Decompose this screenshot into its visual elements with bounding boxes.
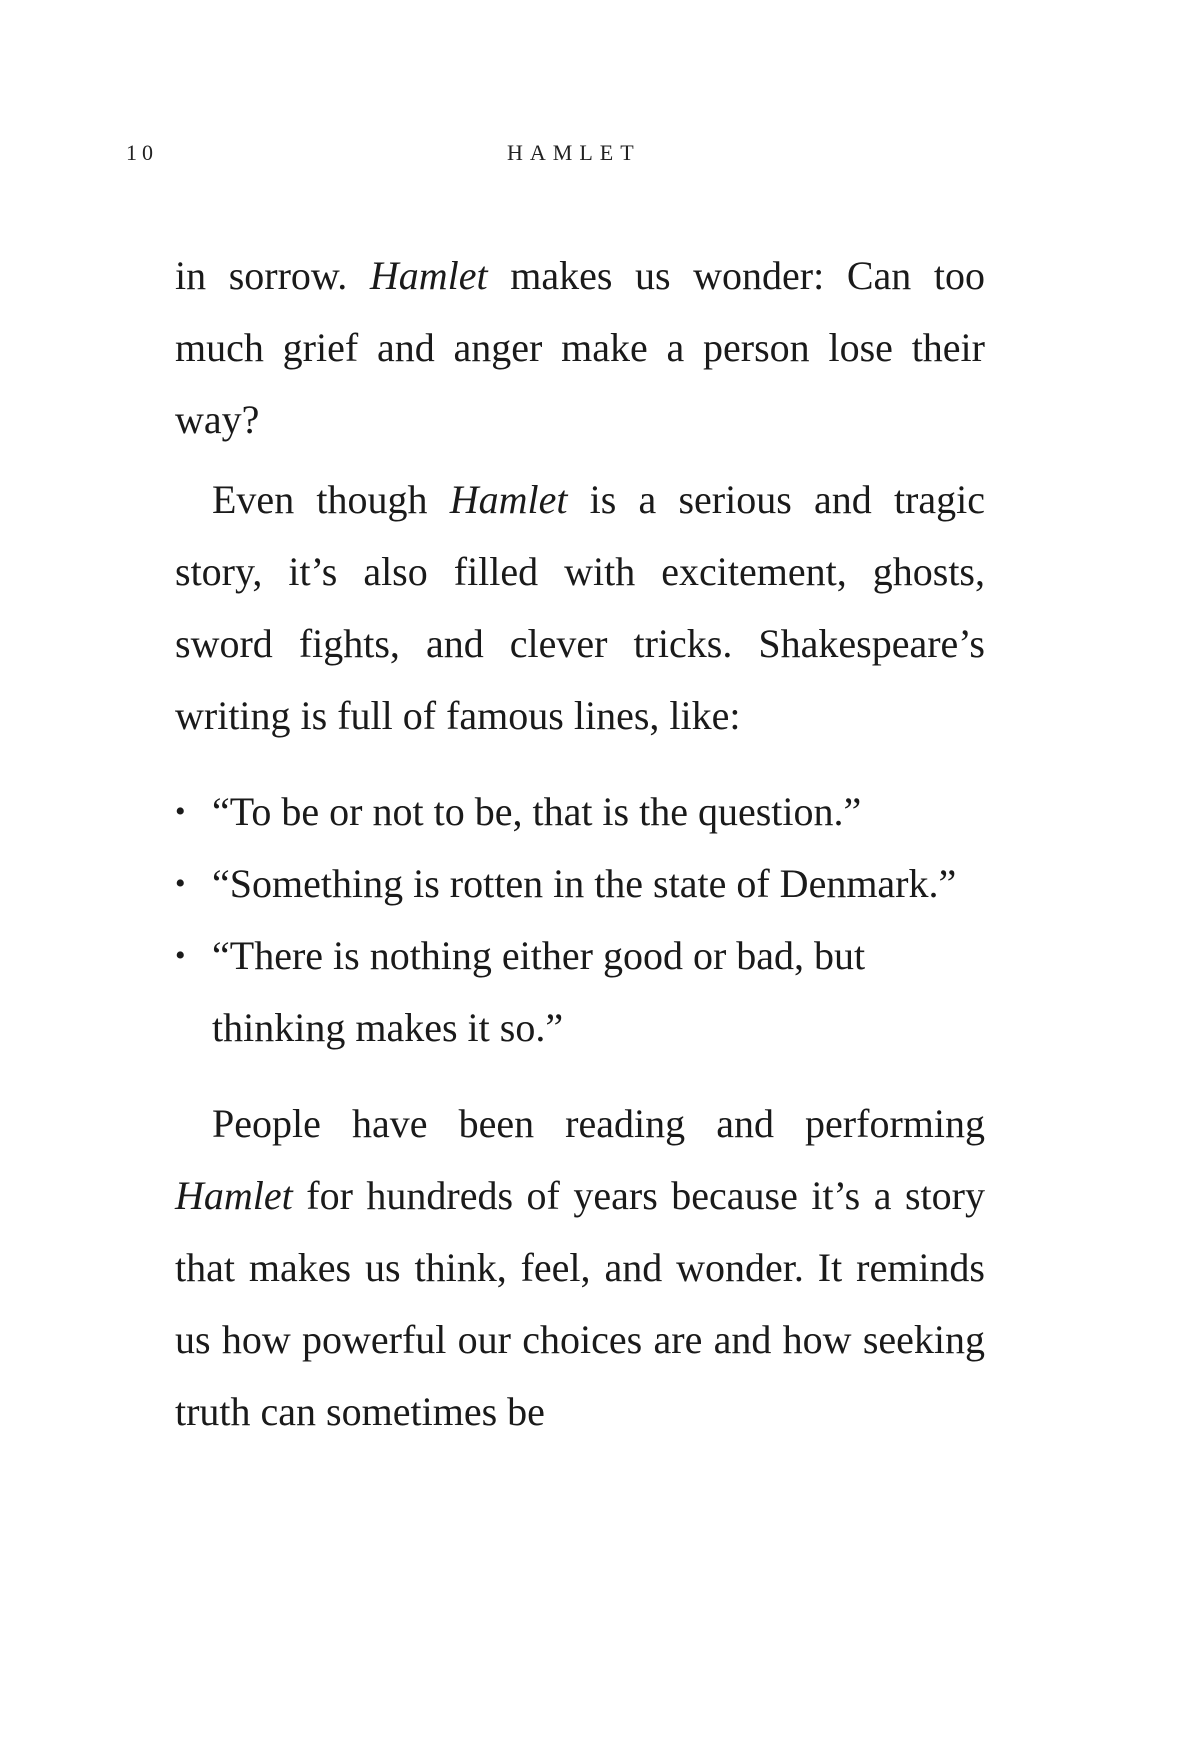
paragraph-2	[175, 464, 985, 752]
paragraph-3	[175, 1088, 985, 1448]
list-item	[175, 848, 985, 920]
paragraph-2-text-a: Even though	[212, 477, 450, 522]
quote-text: “To be or not to be, that is the question.”	[212, 789, 862, 834]
paragraph-1-text-b: makes us wonder: Can too much grief and anger make a person lose their way?	[175, 253, 986, 442]
quote-text: “There is nothing either good or bad, but thinking makes it so.”	[212, 933, 866, 1050]
body-text	[175, 240, 985, 1448]
paragraph-3-italic-title: Hamlet	[175, 1173, 293, 1218]
running-title: HAMLET	[507, 140, 641, 165]
list-item	[175, 920, 985, 1064]
paragraph-3-text-a: People have been reading and performing	[212, 1101, 985, 1146]
paragraph-3-text-b: for hundreds of years because it’s a story that makes us think, feel, and wonder. It reminds us how powerful our choices are and how seeking truth can sometimes be	[175, 1173, 985, 1434]
quote-text: “Something is rotten in the state of Denmark.”	[212, 861, 957, 906]
paragraph-2-italic-title: Hamlet	[449, 477, 568, 522]
paragraph-1-italic-title: Hamlet	[369, 253, 488, 298]
quote-list	[175, 776, 985, 1064]
bullet-icon: •	[175, 867, 186, 900]
bullet-icon: •	[175, 795, 186, 828]
paragraph-1-text-a: in sorrow.	[175, 253, 370, 298]
bullet-icon: •	[175, 939, 186, 972]
paragraph-1	[175, 240, 985, 456]
paragraph-2-text-b: is a serious and tragic story, it’s also filled with excitement, ghosts, sword fights, and clever tricks. Shakespeare’s writing is full of famous lines, like:	[175, 477, 986, 738]
list-item	[175, 776, 985, 848]
page-number: 10	[126, 140, 158, 165]
